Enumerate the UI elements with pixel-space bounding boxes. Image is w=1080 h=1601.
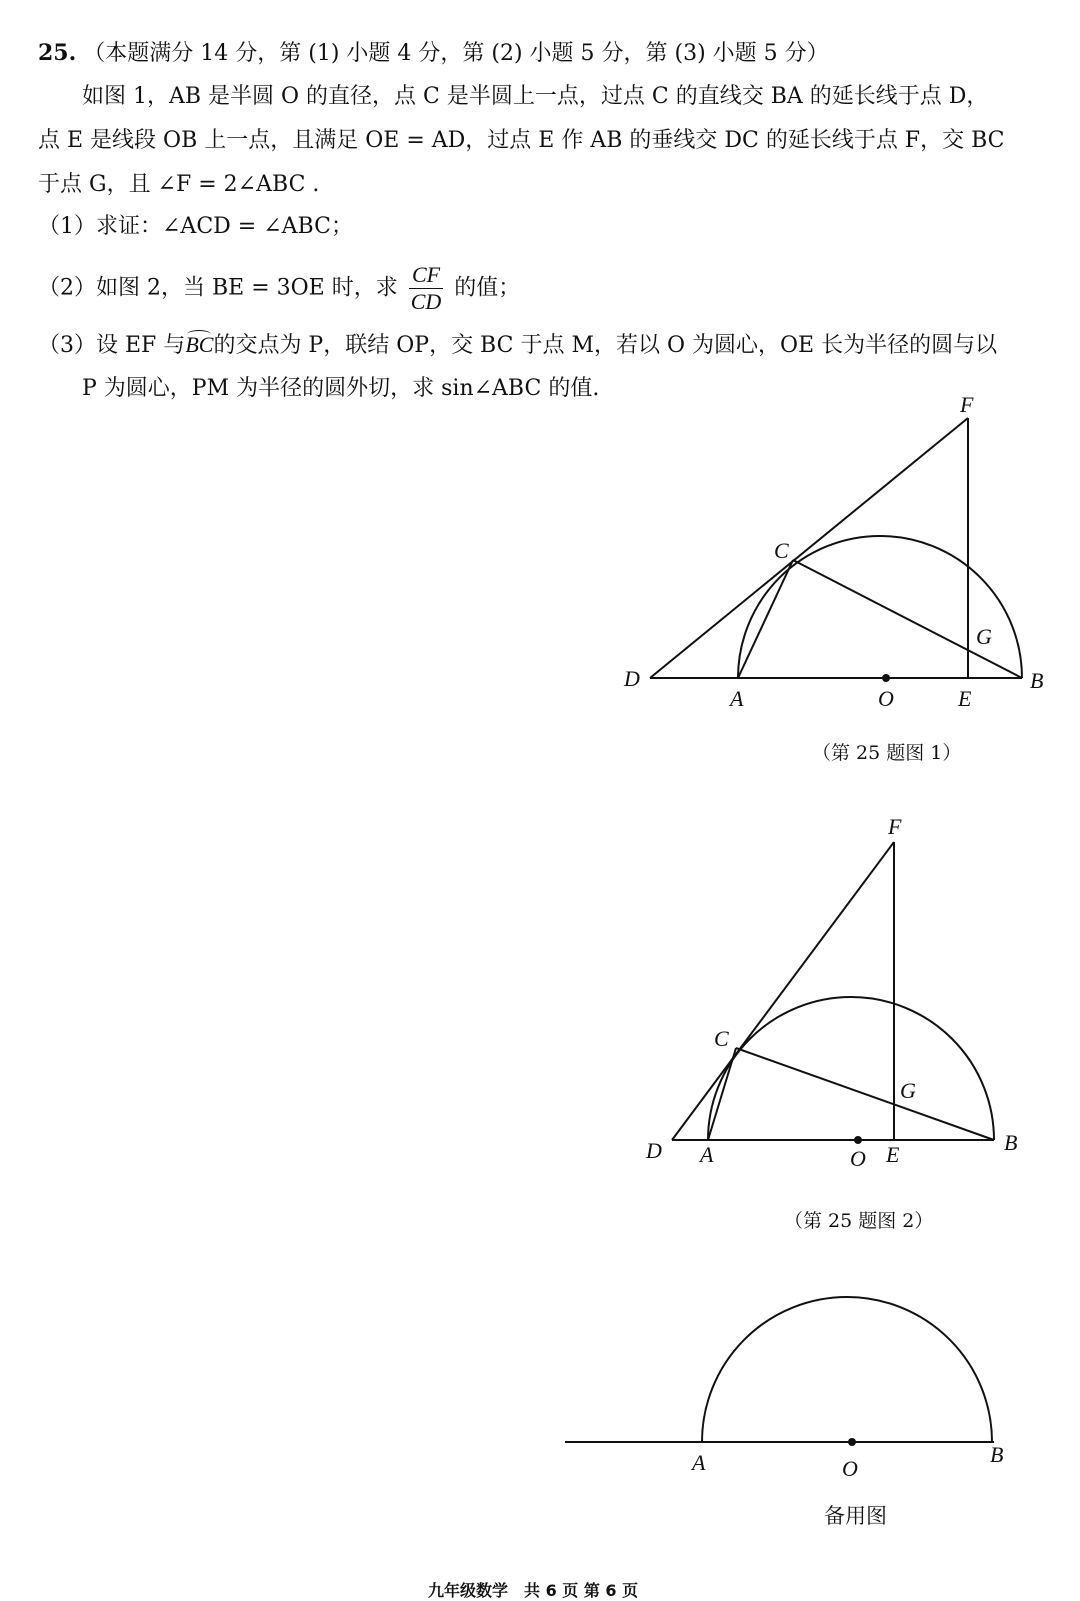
figure-3-caption: 备用图	[824, 1504, 887, 1528]
fraction-numerator: CF	[409, 262, 444, 289]
fig2-center-dot	[854, 1136, 862, 1144]
fig1-line-cb	[793, 560, 1022, 678]
intro-line-1: 如图 1，AB 是半圆 O 的直径，点 C 是半圆上一点，过点 C 的直线交 BA 的延长线于点 D，	[82, 84, 989, 109]
fig2-line-df	[672, 842, 894, 1140]
arc-bc: BC	[185, 330, 213, 360]
figure-1-caption: （第 25 题图 1）	[812, 742, 962, 764]
fig1-label-b: B	[1030, 668, 1044, 693]
fig1-label-f: F	[960, 392, 974, 417]
fig2-label-e: E	[886, 1142, 900, 1167]
fig1-label-a: A	[730, 686, 744, 711]
question-3-line-2: P 为圆心，PM 为半径的圆外切，求 sin∠ABC 的值.	[82, 376, 600, 401]
page-footer: 九年级数学 共 6 页 第 6 页	[428, 1581, 639, 1600]
problem-number: 25.	[38, 40, 77, 66]
intro-line-3: 于点 G，且 ∠F = 2∠ABC .	[38, 172, 320, 197]
question-2-suffix: 的值；	[454, 275, 521, 301]
fig2-label-f: F	[888, 814, 902, 839]
figure-2-caption: （第 25 题图 2）	[784, 1210, 934, 1232]
question-3-rest: 的交点为 P，联结 OP，交 BC 于点 M，若以 O 为圆心，OE 长为半径的圆与以	[213, 333, 998, 358]
fig2-label-g: G	[900, 1078, 916, 1103]
fig3-label-b: B	[990, 1442, 1004, 1467]
fig1-label-d: D	[624, 666, 640, 691]
fig1-line-ac	[738, 560, 793, 678]
fig1-label-e: E	[958, 686, 972, 711]
score-note: （本题满分 14 分，第 (1) 小题 4 分，第 (2) 小题 5 分，第 (3) 小题 5 分）	[83, 41, 829, 66]
fig2-label-a: A	[700, 1142, 714, 1167]
figure-1-drawing	[650, 418, 1022, 678]
fig2-line-ac	[708, 1048, 736, 1140]
question-2-prefix: （2）如图 2，当 BE = 3OE 时，求	[38, 275, 398, 301]
fig1-line-df	[650, 418, 968, 678]
figure-2-drawing	[672, 842, 994, 1140]
fig2-label-o: O	[850, 1146, 866, 1171]
figure-3-drawing	[565, 1297, 994, 1442]
fig2-semicircle	[708, 997, 994, 1140]
intro-line-2: 点 E 是线段 OB 上一点，且满足 OE = AD，过点 E 作 AB 的垂线交 DC 的延长线于点 F，交 BC	[38, 128, 1005, 153]
fig2-label-d: D	[646, 1138, 662, 1163]
question-1: （1）求证：∠ACD = ∠ABC；	[38, 214, 353, 239]
fig1-label-g: G	[976, 624, 992, 649]
fig2-label-c: C	[714, 1026, 729, 1051]
fig3-label-o: O	[842, 1456, 858, 1481]
fig2-line-cb	[736, 1048, 994, 1140]
fig1-label-c: C	[774, 538, 789, 563]
fraction-denominator: CD	[410, 289, 442, 314]
fig3-semicircle	[702, 1297, 992, 1442]
fig2-label-b: B	[1004, 1130, 1018, 1155]
fig1-center-dot	[882, 674, 890, 682]
fig3-center-dot	[848, 1438, 856, 1446]
question-3-prefix: （3）设 EF 与	[38, 333, 186, 358]
fig1-label-o: O	[878, 686, 894, 711]
fig3-label-a: A	[692, 1450, 706, 1475]
